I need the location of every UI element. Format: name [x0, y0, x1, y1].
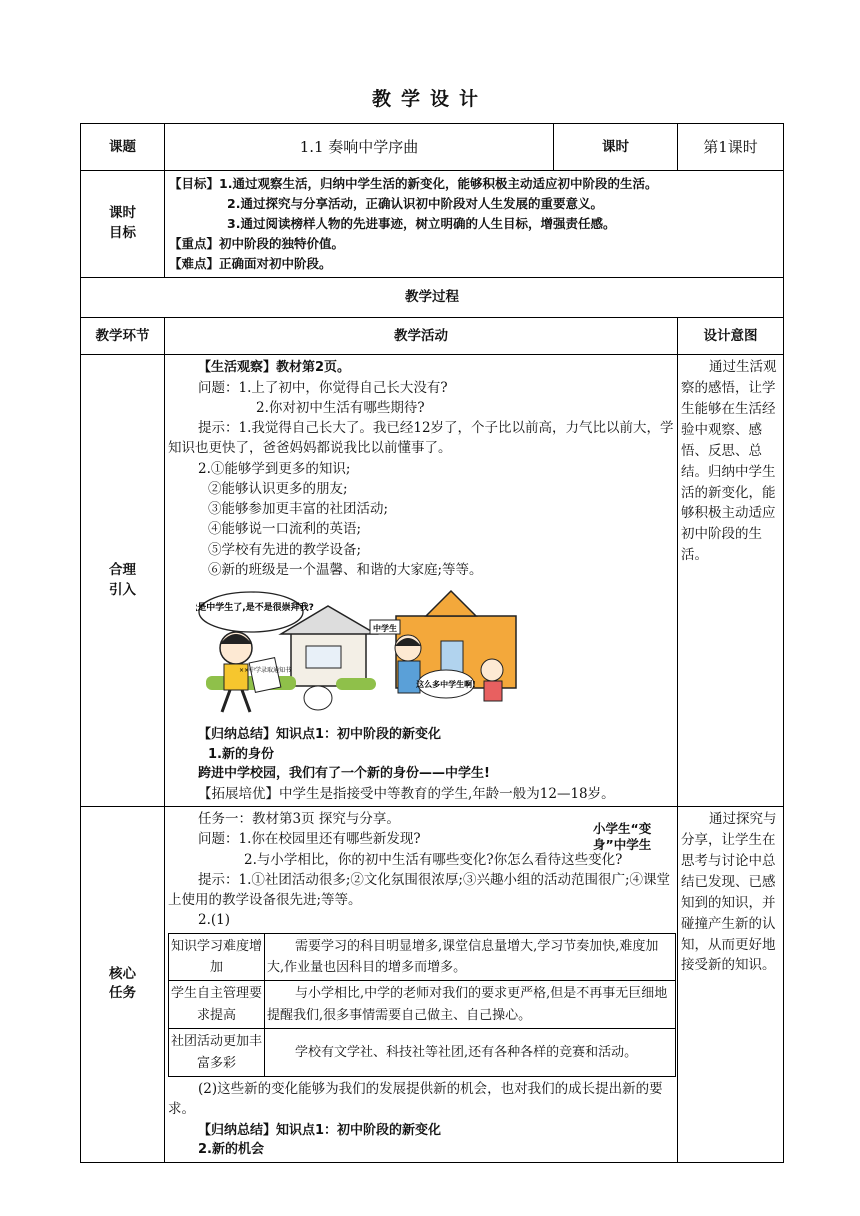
changes-cell-right: 与小学相比,中学的老师对我们的要求更严格,但是不再事无巨细地提醒我们,很多事情需要自己做主、自己操心。 — [265, 981, 676, 1029]
bubble-1: 我是中学生了,是不是很崇拜我? — [196, 603, 314, 613]
core-tip2b: (2)这些新的变化能够为我们的发展提供新的机会，也对我们的成长提出新的要求。 — [168, 1081, 663, 1118]
intro-stage: 合理引入 — [81, 355, 165, 807]
core-intent: 通过探究与分享，让学生在思考与讨论中总结已发现、已感知到的知识，并碰撞产生新的认知，从而更好地接受新的知识。 — [678, 807, 784, 1163]
objectives-content — [165, 171, 784, 278]
changes-row — [169, 933, 676, 981]
core-q2: 2.与小学相比，你的初中生活有哪些变化?你怎么看待这些变化? — [244, 851, 623, 868]
difficulty: 【难点】正确面对初中阶段。 — [169, 256, 332, 271]
intro-tip2-6: ⑥新的班级是一个温馨、和谐的大家庭;等等。 — [208, 561, 483, 578]
changes-table — [168, 933, 676, 1078]
objectives-label: 课时目标 — [81, 171, 165, 278]
core-task: 任务一：教材第3页 探究与分享。 — [198, 811, 400, 827]
intro-summary: 【归纳总结】知识点1：初中阶段的新变化 — [198, 727, 442, 743]
intro-tip2-1: 2.①能够学到更多的知识; — [198, 460, 351, 477]
intro-intent: 通过生活观察的感悟，让学生能够在生活经验中观察、感悟、反思、总结。归纳中学生活的新变化，能够积极主动适应初中阶段的生活。 — [678, 355, 784, 807]
notice-letter: ××中学录取通知书 — [238, 667, 292, 674]
col-activity: 教学活动 — [165, 318, 678, 355]
changes-cell-right: 学校有文学社、科技社等社团,还有各种各样的竞赛和活动。 — [265, 1029, 676, 1077]
col-stage: 教学环节 — [81, 318, 165, 355]
header-row — [81, 124, 784, 171]
core-row — [81, 807, 784, 1163]
goal-3: 3.通过阅读榜样人物的先进事迹，树立明确的人生目标，增强责任感。 — [227, 216, 616, 231]
intro-observe: 【生活观察】教材第2页。 — [198, 360, 351, 375]
topic-label: 课题 — [81, 124, 165, 171]
bubble-2: 这么多中学生啊! — [416, 680, 476, 689]
intro-point-text: 跨进中学校园，我们有了一个新的身份——中学生! — [198, 766, 490, 782]
school-sign: 中学生 — [373, 624, 397, 633]
objectives-row — [81, 171, 784, 278]
changes-cell-right: 需要学习的科目明显增多,课堂信息量增大,学习节奏加快,难度加大,作业量也因科目的增多而增多。 — [265, 933, 676, 981]
core-tip2: 2.(1) — [198, 912, 231, 929]
intro-tip2-3: ③能够参加更丰富的社团活动; — [208, 501, 389, 517]
intro-row — [81, 355, 784, 807]
key-point: 【重点】初中阶段的独特价值。 — [169, 236, 345, 251]
core-float-note: 小学生“变身”中学生 — [593, 821, 652, 853]
core-q1: 问题：1.你在校园里还有哪些新发现? — [198, 831, 421, 848]
topic-value: 1.1 奏响中学序曲 — [165, 124, 554, 171]
cartoon-illustration — [196, 586, 526, 716]
changes-cell-left: 学生自主管理要求提高 — [169, 981, 265, 1029]
hours-value: 第1课时 — [678, 124, 784, 171]
core-tip1: 提示：1.①社团活动很多;②文化氛围很浓厚;③兴趣小组的活动范围很广;④课堂上使用的教学设备很先进;等等。 — [168, 871, 671, 908]
col-intent: 设计意图 — [678, 318, 784, 355]
goal-2: 2.通过探究与分享活动，正确认识初中阶段对人生发展的重要意义。 — [227, 196, 603, 211]
changes-row — [169, 1029, 676, 1077]
process-title: 教学过程 — [81, 278, 784, 318]
intro-q1: 问题：1.上了初中，你觉得自己长大没有? — [198, 379, 448, 396]
core-point: 2.新的机会 — [198, 1142, 264, 1158]
intro-tip2-5: ⑤学校有先进的教学设备; — [208, 541, 362, 558]
intro-tip2-4: ④能够说一口流利的英语; — [208, 521, 362, 538]
changes-row — [169, 981, 676, 1029]
process-title-row — [81, 278, 784, 318]
core-activity — [165, 807, 678, 1163]
intro-q2: 2.你对初中生活有哪些期待? — [256, 399, 425, 416]
core-summary: 【归纳总结】知识点1：初中阶段的新变化 — [198, 1122, 442, 1138]
page-title: 教学设计 — [371, 88, 488, 110]
changes-cell-left: 知识学习难度增加 — [169, 933, 265, 981]
intro-point: 1.新的身份 — [208, 746, 274, 762]
core-stage: 核心任务 — [81, 807, 165, 1163]
column-header-row — [81, 318, 784, 355]
changes-cell-left: 社团活动更加丰富多彩 — [169, 1029, 265, 1077]
intro-extend: 【拓展培优】中学生是指接受中等教育的学生,年龄一般为12—18岁。 — [198, 785, 615, 802]
lesson-plan-table — [80, 123, 784, 1163]
intro-tip2-2: ②能够认识更多的朋友; — [208, 480, 348, 497]
intro-activity — [165, 355, 678, 807]
intro-tip1: 提示：1.我觉得自己长大了。我已经12岁了，个子比以前高，力气比以前大，学知识也更快了，爸爸妈妈都说我比以前懂事了。 — [168, 420, 674, 457]
goal-1: 【目标】1.通过观察生活，归纳中学生活的新变化，能够积极主动适应初中阶段的生活。 — [169, 176, 658, 191]
hours-label: 课时 — [554, 124, 678, 171]
